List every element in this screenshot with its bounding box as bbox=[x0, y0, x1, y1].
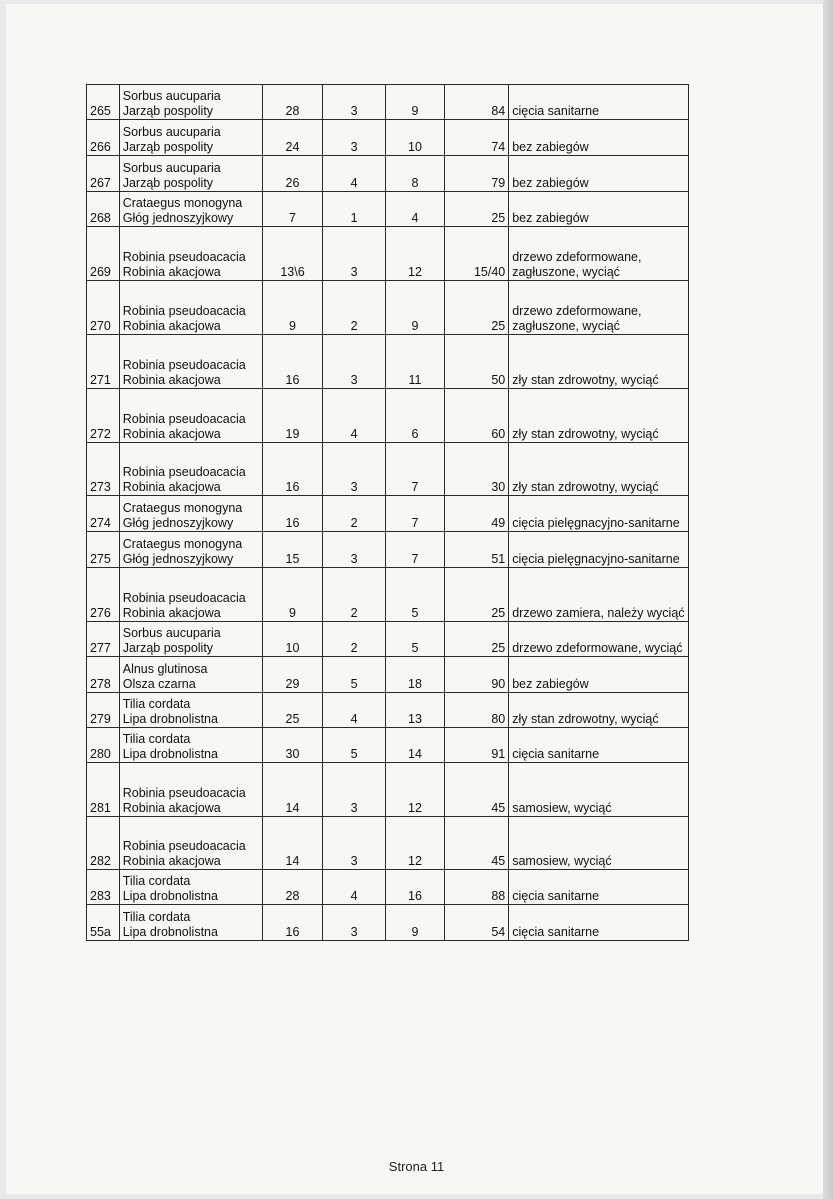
table-row bbox=[87, 905, 833, 941]
value-cell-1: 28 bbox=[262, 870, 323, 905]
treatment-note bbox=[509, 657, 688, 693]
species-polish: Robinia akacjowa bbox=[122, 319, 221, 333]
species-latin: Robinia pseudoacacia bbox=[122, 412, 246, 426]
treatment-note bbox=[509, 335, 688, 389]
value-cell-4: 90 bbox=[445, 657, 509, 693]
treatment-note bbox=[509, 622, 688, 657]
value-cell-3: 6 bbox=[385, 389, 444, 443]
value-cell-2: 2 bbox=[323, 281, 386, 335]
species-cell bbox=[119, 532, 262, 568]
species-polish: Jarząb pospolity bbox=[122, 104, 214, 118]
treatment-note-line: zły stan zdrowotny, wyciąć bbox=[512, 373, 659, 387]
treatment-note-line: drzewo zdeformowane, bbox=[512, 250, 642, 264]
value-cell-2: 5 bbox=[323, 728, 386, 763]
value-cell-4: 25 bbox=[445, 192, 509, 227]
value-cell-1: 30 bbox=[262, 728, 323, 763]
value-cell-1: 9 bbox=[262, 568, 323, 622]
value-cell-4: 88 bbox=[445, 870, 509, 905]
value-cell-2: 3 bbox=[323, 763, 386, 817]
treatment-note bbox=[509, 763, 688, 817]
species-latin: Tilia cordata bbox=[122, 732, 191, 746]
table-row bbox=[87, 622, 833, 657]
table-row bbox=[87, 763, 833, 817]
species-polish: Robinia akacjowa bbox=[122, 801, 221, 815]
table-row bbox=[87, 192, 833, 227]
species-polish: Robinia akacjowa bbox=[122, 427, 221, 441]
value-cell-4: 60 bbox=[445, 389, 509, 443]
treatment-note-line: drzewo zdeformowane, bbox=[512, 304, 642, 318]
species-cell bbox=[119, 335, 262, 389]
value-cell-3: 14 bbox=[385, 728, 444, 763]
value-cell-1: 14 bbox=[262, 817, 323, 870]
species-polish: Robinia akacjowa bbox=[122, 265, 221, 279]
value-cell-4: 25 bbox=[445, 622, 509, 657]
species-cell bbox=[119, 817, 262, 870]
tree-number: 275 bbox=[87, 532, 120, 568]
value-cell-2: 4 bbox=[323, 389, 386, 443]
species-cell bbox=[119, 192, 262, 227]
species-polish: Głóg jednoszyjkowy bbox=[122, 516, 234, 530]
species-cell bbox=[119, 389, 262, 443]
value-cell-2: 3 bbox=[323, 227, 386, 281]
tree-number: 281 bbox=[87, 763, 120, 817]
tree-inventory-table bbox=[86, 84, 833, 941]
value-cell-1: 16 bbox=[262, 443, 323, 496]
value-cell-4: 25 bbox=[445, 281, 509, 335]
value-cell-1: 24 bbox=[262, 120, 323, 156]
species-polish: Głóg jednoszyjkowy bbox=[122, 211, 234, 225]
species-latin: Robinia pseudoacacia bbox=[122, 465, 246, 479]
value-cell-1: 16 bbox=[262, 335, 323, 389]
value-cell-4: 84 bbox=[445, 85, 509, 120]
value-cell-3: 13 bbox=[385, 693, 444, 728]
value-cell-2: 3 bbox=[323, 905, 386, 941]
species-polish: Jarząb pospolity bbox=[122, 641, 214, 655]
tree-number: 280 bbox=[87, 728, 120, 763]
page-number: Strona 11 bbox=[388, 1159, 445, 1174]
value-cell-4: 54 bbox=[445, 905, 509, 941]
value-cell-3: 10 bbox=[385, 120, 444, 156]
treatment-note-line: cięcia pielęgnacyjno-sanitarne bbox=[512, 516, 680, 530]
tree-number: 282 bbox=[87, 817, 120, 870]
species-polish: Robinia akacjowa bbox=[122, 480, 221, 494]
species-polish: Robinia akacjowa bbox=[122, 373, 221, 387]
value-cell-3: 9 bbox=[385, 905, 444, 941]
table-row bbox=[87, 870, 833, 905]
treatment-note-line: zagłuszone, wyciąć bbox=[512, 319, 620, 333]
species-latin: Robinia pseudoacacia bbox=[122, 358, 246, 372]
value-cell-2: 3 bbox=[323, 532, 386, 568]
species-cell bbox=[119, 870, 262, 905]
tree-number: 273 bbox=[87, 443, 120, 496]
species-cell bbox=[119, 622, 262, 657]
treatment-note-line: cięcia sanitarne bbox=[512, 889, 600, 903]
species-polish: Lipa drobnolistna bbox=[122, 747, 218, 761]
species-cell bbox=[119, 120, 262, 156]
value-cell-4: 51 bbox=[445, 532, 509, 568]
species-cell bbox=[119, 763, 262, 817]
species-latin: Robinia pseudoacacia bbox=[122, 839, 246, 853]
species-latin: Sorbus aucuparia bbox=[122, 161, 221, 175]
value-cell-3: 12 bbox=[385, 763, 444, 817]
table-row bbox=[87, 693, 833, 728]
value-cell-2: 4 bbox=[323, 156, 386, 192]
treatment-note bbox=[509, 227, 688, 281]
species-latin: Crataegus monogyna bbox=[122, 537, 243, 551]
table-row bbox=[87, 443, 833, 496]
value-cell-2: 1 bbox=[323, 192, 386, 227]
value-cell-4: 15/40 bbox=[445, 227, 509, 281]
table-row bbox=[87, 156, 833, 192]
species-latin: Tilia cordata bbox=[122, 697, 191, 711]
value-cell-4: 45 bbox=[445, 763, 509, 817]
table-row bbox=[87, 728, 833, 763]
treatment-note bbox=[509, 532, 688, 568]
value-cell-1: 25 bbox=[262, 693, 323, 728]
treatment-note-line: bez zabiegów bbox=[512, 176, 589, 190]
value-cell-3: 9 bbox=[385, 85, 444, 120]
treatment-note-line: cięcia sanitarne bbox=[512, 925, 600, 939]
value-cell-1: 19 bbox=[262, 389, 323, 443]
value-cell-2: 2 bbox=[323, 568, 386, 622]
value-cell-2: 4 bbox=[323, 693, 386, 728]
table-row bbox=[87, 568, 833, 622]
species-cell bbox=[119, 693, 262, 728]
treatment-note-line: cięcia pielęgnacyjno-sanitarne bbox=[512, 552, 680, 566]
treatment-note bbox=[509, 693, 688, 728]
tree-number: 279 bbox=[87, 693, 120, 728]
tree-number: 55a bbox=[87, 905, 120, 941]
species-polish: Olsza czarna bbox=[122, 677, 196, 691]
value-cell-3: 18 bbox=[385, 657, 444, 693]
table-row bbox=[87, 227, 833, 281]
value-cell-3: 16 bbox=[385, 870, 444, 905]
value-cell-4: 80 bbox=[445, 693, 509, 728]
species-latin: Crataegus monogyna bbox=[122, 196, 243, 210]
value-cell-3: 5 bbox=[385, 622, 444, 657]
table-row bbox=[87, 85, 833, 120]
treatment-note-line: zły stan zdrowotny, wyciąć bbox=[512, 712, 659, 726]
value-cell-2: 2 bbox=[323, 622, 386, 657]
table-row bbox=[87, 496, 833, 532]
value-cell-3: 12 bbox=[385, 817, 444, 870]
treatment-note bbox=[509, 905, 688, 941]
value-cell-2: 3 bbox=[323, 443, 386, 496]
treatment-note bbox=[509, 156, 688, 192]
value-cell-3: 4 bbox=[385, 192, 444, 227]
value-cell-1: 26 bbox=[262, 156, 323, 192]
species-cell bbox=[119, 281, 262, 335]
species-cell bbox=[119, 227, 262, 281]
value-cell-4: 79 bbox=[445, 156, 509, 192]
value-cell-1: 16 bbox=[262, 905, 323, 941]
value-cell-1: 29 bbox=[262, 657, 323, 693]
species-latin: Robinia pseudoacacia bbox=[122, 304, 246, 318]
tree-number: 266 bbox=[87, 120, 120, 156]
species-latin: Tilia cordata bbox=[122, 910, 191, 924]
tree-number: 268 bbox=[87, 192, 120, 227]
species-polish: Lipa drobnolistna bbox=[122, 712, 218, 726]
value-cell-3: 7 bbox=[385, 443, 444, 496]
value-cell-1: 16 bbox=[262, 496, 323, 532]
value-cell-4: 45 bbox=[445, 817, 509, 870]
treatment-note bbox=[509, 568, 688, 622]
species-polish: Jarząb pospolity bbox=[122, 140, 214, 154]
tree-number: 269 bbox=[87, 227, 120, 281]
tree-number: 278 bbox=[87, 657, 120, 693]
species-latin: Robinia pseudoacacia bbox=[122, 591, 246, 605]
value-cell-1: 9 bbox=[262, 281, 323, 335]
tree-number: 276 bbox=[87, 568, 120, 622]
tree-number: 265 bbox=[87, 85, 120, 120]
species-latin: Alnus glutinosa bbox=[122, 662, 208, 676]
treatment-note bbox=[509, 870, 688, 905]
tree-number: 274 bbox=[87, 496, 120, 532]
species-polish: Robinia akacjowa bbox=[122, 854, 221, 868]
tree-number: 272 bbox=[87, 389, 120, 443]
species-polish: Lipa drobnolistna bbox=[122, 925, 218, 939]
treatment-note bbox=[509, 120, 688, 156]
value-cell-1: 15 bbox=[262, 532, 323, 568]
value-cell-2: 2 bbox=[323, 496, 386, 532]
treatment-note-line: zły stan zdrowotny, wyciąć bbox=[512, 480, 659, 494]
treatment-note-line: cięcia sanitarne bbox=[512, 104, 600, 118]
species-latin: Robinia pseudoacacia bbox=[122, 786, 246, 800]
species-latin: Sorbus aucuparia bbox=[122, 626, 221, 640]
treatment-note-line: bez zabiegów bbox=[512, 140, 589, 154]
value-cell-2: 5 bbox=[323, 657, 386, 693]
treatment-note-line: zagłuszone, wyciąć bbox=[512, 265, 620, 279]
species-latin: Sorbus aucuparia bbox=[122, 125, 221, 139]
species-latin: Crataegus monogyna bbox=[122, 501, 243, 515]
treatment-note-line: drzewo zdeformowane, wyciąć bbox=[512, 641, 683, 655]
value-cell-1: 28 bbox=[262, 85, 323, 120]
value-cell-4: 50 bbox=[445, 335, 509, 389]
table-row bbox=[87, 335, 833, 389]
value-cell-4: 49 bbox=[445, 496, 509, 532]
table-row bbox=[87, 120, 833, 156]
value-cell-1: 10 bbox=[262, 622, 323, 657]
treatment-note bbox=[509, 443, 688, 496]
value-cell-1: 14 bbox=[262, 763, 323, 817]
table-row bbox=[87, 532, 833, 568]
species-latin: Sorbus aucuparia bbox=[122, 89, 221, 103]
table-row bbox=[87, 281, 833, 335]
species-polish: Robinia akacjowa bbox=[122, 606, 221, 620]
species-cell bbox=[119, 905, 262, 941]
treatment-note bbox=[509, 389, 688, 443]
tree-number: 271 bbox=[87, 335, 120, 389]
value-cell-4: 74 bbox=[445, 120, 509, 156]
species-polish: Głóg jednoszyjkowy bbox=[122, 552, 234, 566]
species-latin: Robinia pseudoacacia bbox=[122, 250, 246, 264]
table-row bbox=[87, 817, 833, 870]
species-cell bbox=[119, 496, 262, 532]
treatment-note bbox=[509, 728, 688, 763]
treatment-note bbox=[509, 817, 688, 870]
treatment-note bbox=[509, 281, 688, 335]
treatment-note-line: samosiew, wyciąć bbox=[512, 801, 612, 815]
table-row bbox=[87, 657, 833, 693]
value-cell-2: 3 bbox=[323, 85, 386, 120]
value-cell-2: 3 bbox=[323, 817, 386, 870]
value-cell-3: 9 bbox=[385, 281, 444, 335]
value-cell-4: 25 bbox=[445, 568, 509, 622]
value-cell-3: 5 bbox=[385, 568, 444, 622]
value-cell-4: 30 bbox=[445, 443, 509, 496]
treatment-note-line: bez zabiegów bbox=[512, 677, 589, 691]
treatment-note bbox=[509, 85, 688, 120]
table-row bbox=[87, 389, 833, 443]
species-cell bbox=[119, 728, 262, 763]
species-cell bbox=[119, 156, 262, 192]
value-cell-3: 8 bbox=[385, 156, 444, 192]
species-cell bbox=[119, 85, 262, 120]
treatment-note-line: bez zabiegów bbox=[512, 211, 589, 225]
treatment-note-line: zły stan zdrowotny, wyciąć bbox=[512, 427, 659, 441]
value-cell-3: 12 bbox=[385, 227, 444, 281]
species-polish: Jarząb pospolity bbox=[122, 176, 214, 190]
species-cell bbox=[119, 568, 262, 622]
tree-number: 270 bbox=[87, 281, 120, 335]
treatment-note-line: drzewo zamiera, należy wyciąć bbox=[512, 606, 685, 620]
species-cell bbox=[119, 657, 262, 693]
value-cell-3: 7 bbox=[385, 496, 444, 532]
tree-number: 277 bbox=[87, 622, 120, 657]
species-polish: Lipa drobnolistna bbox=[122, 889, 218, 903]
treatment-note bbox=[509, 192, 688, 227]
tree-number: 283 bbox=[87, 870, 120, 905]
value-cell-2: 4 bbox=[323, 870, 386, 905]
species-cell bbox=[119, 443, 262, 496]
tree-number: 267 bbox=[87, 156, 120, 192]
treatment-note bbox=[509, 496, 688, 532]
value-cell-4: 91 bbox=[445, 728, 509, 763]
table-body bbox=[87, 85, 833, 941]
value-cell-1: 7 bbox=[262, 192, 323, 227]
treatment-note-line: cięcia sanitarne bbox=[512, 747, 600, 761]
value-cell-2: 3 bbox=[323, 335, 386, 389]
value-cell-3: 11 bbox=[385, 335, 444, 389]
value-cell-1: 13\6 bbox=[262, 227, 323, 281]
value-cell-2: 3 bbox=[323, 120, 386, 156]
treatment-note-line: samosiew, wyciąć bbox=[512, 854, 612, 868]
value-cell-3: 7 bbox=[385, 532, 444, 568]
species-latin: Tilia cordata bbox=[122, 874, 191, 888]
